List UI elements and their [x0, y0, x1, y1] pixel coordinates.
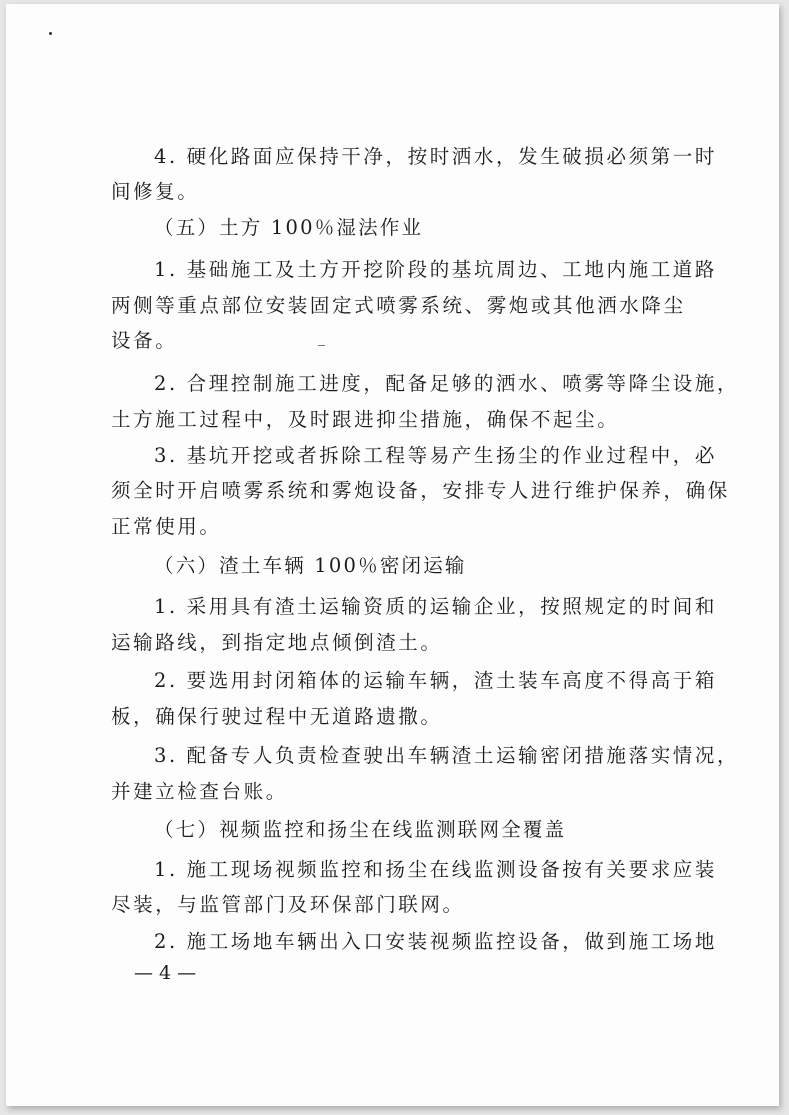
section-heading-7: （七）视频监控和扬尘在线监测联网全覆盖 — [154, 818, 567, 841]
paragraph-line-16: 并建立检查台账。 — [111, 780, 288, 803]
paragraph-line-17: 1. 施工现场视频监控和扬尘在线监测设备按有关要求应装 — [154, 858, 718, 881]
paragraph-line-19: 2. 施工场地车辆出入口安装视频监控设备，做到施工场地 — [154, 930, 718, 953]
paragraph-line-15: 3. 配备专人负责检查驶出车辆渣土运输密闭措施落实情况， — [154, 744, 740, 767]
paragraph-line-8: 3. 基坑开挖或者拆除工程等易产生扬尘的作业过程中，必 — [154, 444, 718, 467]
paragraph-line-9: 须全时开启喷雾系统和雾炮设备，安排专人进行维护保养，确保 — [111, 479, 730, 502]
scan-speck — [49, 32, 52, 35]
scan-mark — [318, 345, 325, 346]
paragraph-line-10: 正常使用。 — [111, 515, 222, 538]
paragraph-line-2: 间修复。 — [111, 180, 200, 203]
paragraph-line-13: 2. 要选用封闭箱体的运输车辆，渣土装车高度不得高于箱 — [154, 669, 718, 692]
section-heading-5: （五）土方 100％湿法作业 — [154, 216, 424, 239]
page-number: — 4 — — [134, 962, 197, 984]
paragraph-line-12: 运输路线，到指定地点倾倒渣土。 — [111, 631, 443, 654]
paragraph-line-3: 1. 基础施工及土方开挖阶段的基坑周边、工地内施工道路 — [154, 258, 718, 281]
paragraph-line-6: 2. 合理控制施工进度，配备足够的洒水、喷雾等降尘设施， — [154, 372, 740, 395]
paragraph-line-5: 设备。 — [111, 329, 178, 352]
section-heading-6: （六）渣土车辆 100％密闭运输 — [154, 554, 467, 577]
paragraph-line-14: 板，确保行驶过程中无道路遗撒。 — [111, 705, 443, 728]
document-page — [6, 4, 779, 1106]
paragraph-line-1: 4. 硬化路面应保持干净，按时洒水，发生破损必须第一时 — [154, 145, 718, 168]
paragraph-line-7: 土方施工过程中，及时跟进抑尘措施，确保不起尘。 — [111, 408, 620, 431]
paragraph-line-18: 尽装，与监管部门及环保部门联网。 — [111, 893, 465, 916]
paragraph-line-4: 两侧等重点部位安装固定式喷雾系统、雾炮或其他洒水降尘 — [111, 294, 686, 317]
paragraph-line-11: 1. 采用具有渣土运输资质的运输企业，按照规定的时间和 — [154, 595, 718, 618]
